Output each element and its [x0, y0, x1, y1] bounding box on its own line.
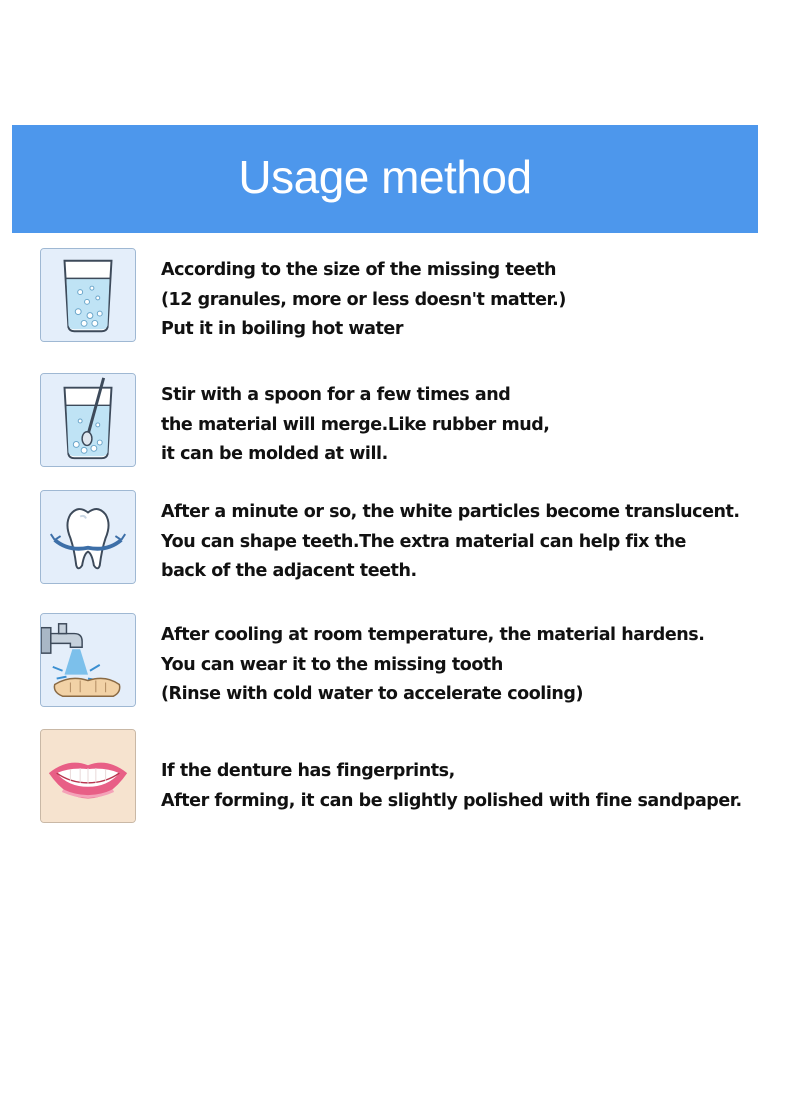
step-3	[40, 490, 780, 588]
step-3-text	[161, 498, 740, 587]
step-2	[40, 373, 780, 471]
step-5	[40, 729, 780, 827]
glass-of-hot-water-icon	[40, 248, 136, 342]
step-3-line-2: You can shape teeth.The extra material can help fix the	[161, 531, 686, 552]
step-2-text	[161, 381, 550, 470]
step-1-line-1: According to the size of the missing teeth	[161, 260, 557, 280]
faucet-rinse-hands-icon	[40, 613, 136, 707]
step-1-text	[161, 256, 566, 345]
step-4-line-3: (Rinse with cold water to accelerate cooling)	[161, 684, 584, 704]
step-1-line-2: (12 granules, more or less doesn't matter.)	[161, 289, 566, 310]
tooth-shaping-icon	[40, 490, 136, 584]
step-2-line-3: it can be molded at will.	[161, 444, 388, 464]
page-title: Usage method	[238, 151, 532, 203]
glass-with-spoon-icon	[40, 373, 136, 467]
smiling-mouth-icon	[40, 729, 136, 823]
step-3-line-1: After a minute or so, the white particles become translucent.	[161, 502, 740, 522]
step-3-line-3: back of the adjacent teeth.	[161, 561, 417, 581]
step-1-line-3: Put it in boiling hot water	[161, 319, 404, 339]
step-5-line-1: If the denture has fingerprints,	[161, 761, 455, 781]
step-2-line-2: the material will merge.Like rubber mud,	[161, 414, 550, 435]
step-2-line-1: Stir with a spoon for a few times and	[161, 385, 511, 405]
step-4-line-2: You can wear it to the missing tooth	[161, 654, 503, 675]
step-5-line-2: After forming, it can be slightly polished with fine sandpaper.	[161, 790, 742, 811]
step-1	[40, 248, 780, 346]
step-4-text	[161, 621, 704, 710]
step-4	[40, 613, 780, 711]
header-banner	[12, 125, 758, 233]
step-4-line-1: After cooling at room temperature, the material hardens.	[161, 625, 705, 645]
step-5-text	[161, 757, 742, 816]
